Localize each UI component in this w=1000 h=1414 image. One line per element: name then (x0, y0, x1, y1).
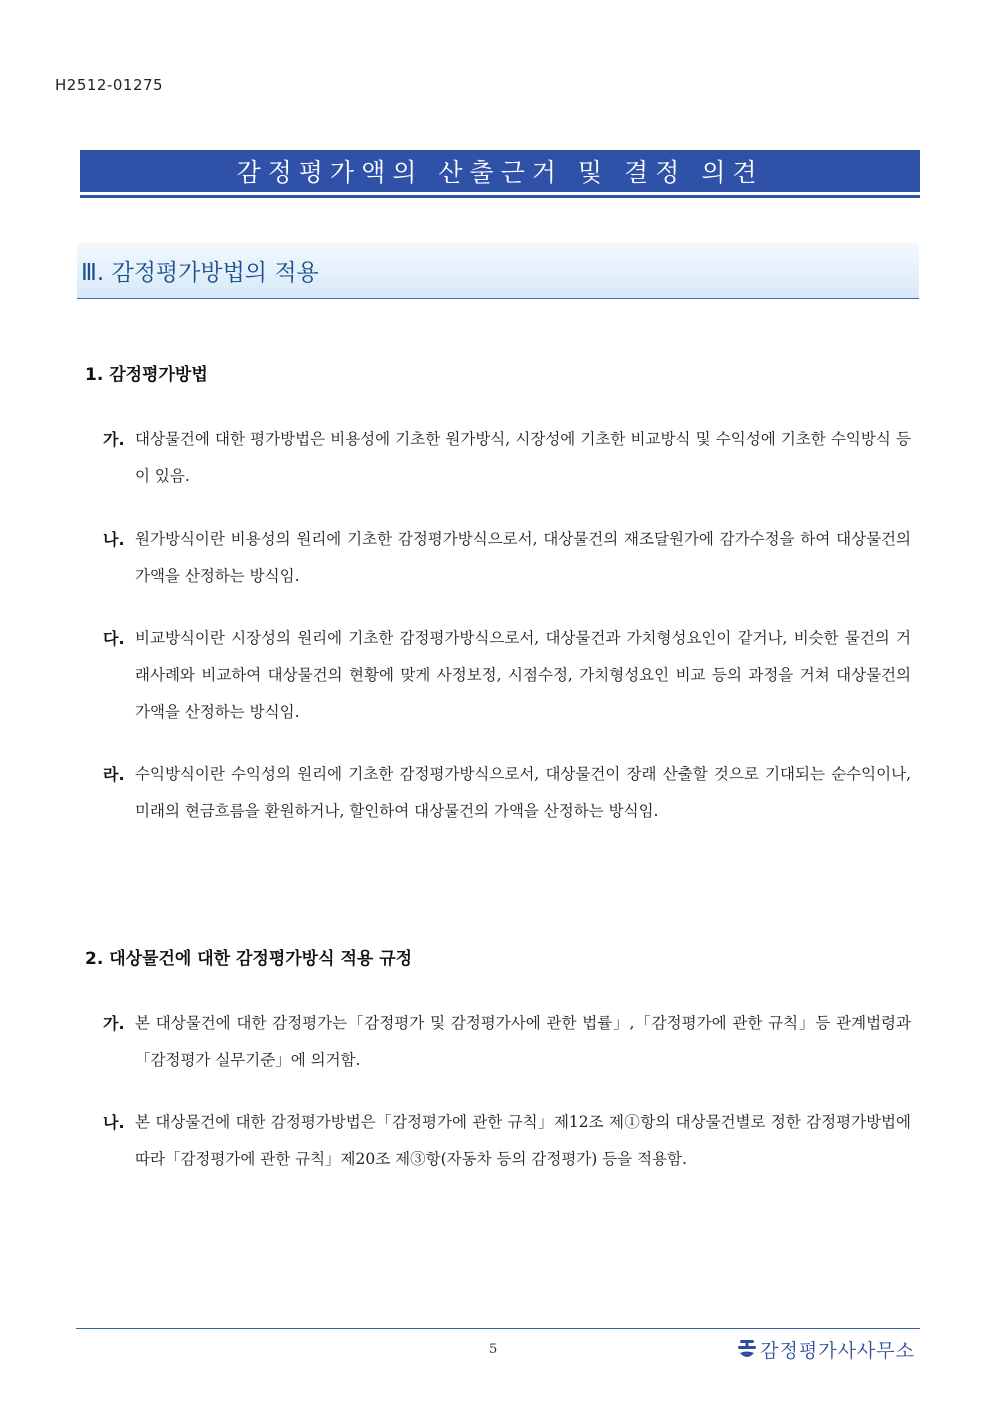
list-item (103, 756, 911, 830)
page-title (80, 150, 920, 192)
section-header-text: Ⅲ. 감정평가방법의 적용 (81, 260, 319, 286)
list-item-text: 대상물건에 대한 평가방법은 비용성에 기초한 원가방식, 시장성에 기초한 비교방식 및 수익성에 기초한 수익방식 등이 있음. (135, 430, 911, 485)
list-item-text: 본 대상물건에 대한 감정평가는「감정평가 및 감정평가사에 관한 법률」,「감정평가에 관한 규칙」등 관계법령과「감정평가 실무기준」에 의거함. (135, 1014, 911, 1069)
section-header (77, 243, 919, 299)
page-title-text: 감정평가액의 산출근거 및 결정 의견 (236, 158, 764, 187)
footer-divider (76, 1328, 920, 1329)
list-item-marker: 라. (103, 765, 125, 784)
subsection-heading: 2. 대상물건에 대한 감정평가방식 적용 규정 (85, 949, 413, 969)
list-item-text: 원가방식이란 비용성의 원리에 기초한 감정평가방식으로서, 대상물건의 재조달원가에 감가수정을 하여 대상물건의 가액을 산정하는 방식임. (135, 530, 911, 585)
list-item-marker: 가. (103, 430, 125, 449)
list-item-text: 본 대상물건에 대한 감정평가방법은「감정평가에 관한 규칙」제12조 제①항의 대상물건별로 정한 감정평가방법에 따라「감정평가에 관한 규칙」제20조 제③항(자동차 등의 감정평가) 등을 적용함. (135, 1113, 911, 1168)
document-id: H2512-01275 (55, 76, 164, 94)
list-item (103, 620, 911, 731)
list-item-text: 비교방식이란 시장성의 원리에 기초한 감정평가방식으로서, 대상물건과 가치형성요인이 같거나, 비슷한 물건의 거래사례와 비교하여 대상물건의 현황에 맞게 사정보정, 시점수정, 가치형성요인 비교 등의 과정을 거쳐 대상물건의 가액을 산정하는 방식임. (135, 629, 911, 721)
list-item-marker: 나. (103, 1113, 125, 1132)
list-item (103, 1104, 911, 1178)
list-item-marker: 가. (103, 1014, 125, 1033)
list-item-text: 수익방식이란 수익성의 원리에 기초한 감정평가방식으로서, 대상물건이 장래 산출할 것으로 기대되는 순수익이나, 미래의 현금흐름을 환원하거나, 할인하여 대상물건의 가액을 산정하는 방식임. (135, 765, 911, 820)
title-underline (80, 195, 920, 198)
list-item-marker: 다. (103, 629, 125, 648)
footer-organization (737, 1336, 915, 1363)
list-item (103, 521, 911, 595)
list-item-marker: 나. (103, 530, 125, 549)
office-logo-icon (737, 1339, 757, 1361)
list-item (103, 1005, 911, 1079)
subsection-heading: 1. 감정평가방법 (85, 365, 208, 385)
page-number: 5 (489, 1342, 498, 1357)
office-name: 감정평가사사무소 (760, 1340, 915, 1362)
list-item (103, 421, 911, 495)
